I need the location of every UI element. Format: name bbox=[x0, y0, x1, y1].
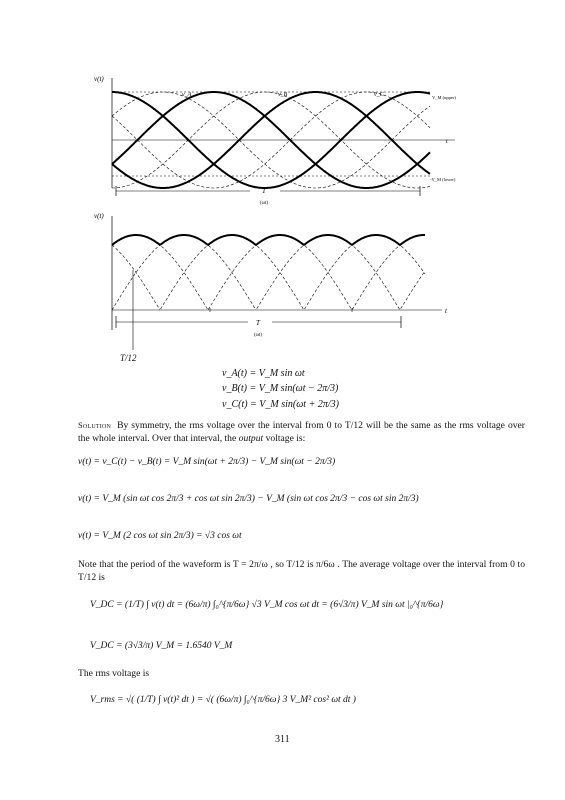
fig2-dashed-curves bbox=[112, 235, 425, 310]
figure-three-phase-voltages bbox=[80, 68, 480, 210]
solution-text-b: voltage is: bbox=[265, 432, 306, 444]
fig1-label-neg-vm: -V_M (lower) bbox=[430, 177, 456, 182]
fig2-period-label: T bbox=[256, 319, 260, 327]
solution-paragraph bbox=[78, 419, 525, 445]
equation-v-2: v(t) = V_M (sin ωt cos 2π/3 + cos ωt sin 2π/3) − V_M (sin ωt cos 2π/3 − cos ωt sin 2π/3) bbox=[78, 494, 419, 504]
fig1-label-va: v_A bbox=[182, 92, 192, 98]
fig1-label-vc: v_C bbox=[374, 92, 384, 98]
fig1-period-label: T bbox=[262, 187, 266, 195]
fig1-y-label: v(t) bbox=[94, 75, 104, 83]
fig2-output-envelope bbox=[112, 235, 425, 245]
solution-text-output: output bbox=[238, 432, 264, 444]
rms-intro: The rms voltage is bbox=[78, 668, 150, 679]
fig1-label-vb: v_B bbox=[278, 92, 288, 98]
page-number: 311 bbox=[275, 734, 290, 745]
fig2-t12-label: T/12 bbox=[120, 353, 137, 363]
equation-v-3: v(t) = V_M (2 cos ωt sin 2π/3) = √3 cos ωt bbox=[78, 531, 242, 541]
fig1-label-vm: V_M (upper) bbox=[432, 95, 456, 100]
solution-text-a: By symmetry, the rms voltage over the interval from 0 to T/12 will be the same as the rms voltage over the whole interval. Over that interval, the bbox=[78, 420, 526, 444]
equation-v-1: v(t) = v_C(t) − v_B(t) = V_M sin(ωt + 2π/3) − V_M sin(ωt − 2π/3) bbox=[78, 457, 336, 467]
solution-heading: Solution bbox=[78, 420, 111, 430]
fig2-omega-label: (ωt) bbox=[254, 333, 263, 338]
equation-vdc-1: V_DC = (1/T) ∫ v(t) dt = (6ω/π) ∫₀^{π/6ω} √3 V_M cos ωt dt = (6√3/π) V_M sin ωt |₀^{π/6ω} bbox=[90, 600, 444, 610]
equation-vc: v_C(t) = V_M sin(ωt + 2π/3) bbox=[222, 399, 339, 410]
fig2-t-label: t bbox=[445, 307, 447, 315]
equation-vb: v_B(t) = V_M sin(ωt − 2π/3) bbox=[222, 383, 339, 394]
fig1-omega-label: (ωt) bbox=[260, 201, 269, 206]
equation-vrms: V_rms = √( (1/T) ∫ v(t)² dt ) = √( (6ω/π) ∫₀^{π/6ω} 3 V_M² cos² ωt dt ) bbox=[90, 695, 356, 705]
period-note: Note that the period of the waveform is T = 2π/ω , so T/12 is π/6ω . The average voltage over the interval from 0 to T/12 is bbox=[78, 559, 525, 583]
equation-vdc-2: V_DC = (3√3/π) V_M = 1.6540 V_M bbox=[90, 641, 233, 651]
fig1-label-t: t bbox=[446, 139, 448, 145]
figure-rectified-output bbox=[80, 210, 480, 355]
equation-va: v_A(t) = V_M sin ωt bbox=[222, 368, 305, 379]
fig2-y-label: v(t) bbox=[94, 212, 104, 220]
